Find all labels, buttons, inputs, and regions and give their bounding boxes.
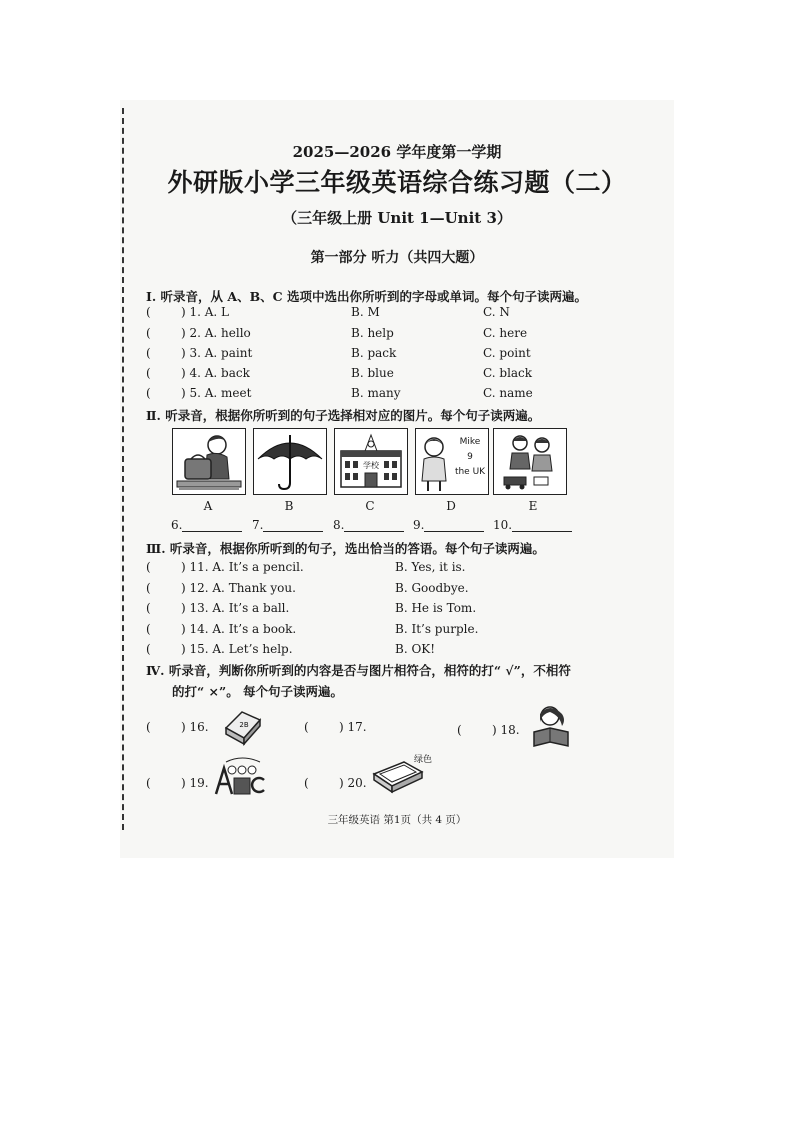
child-packing-icon — [173, 429, 245, 494]
eraser-icon — [220, 706, 264, 746]
section4-instruction-line2: 的打“ ×”。 每个句子读两遍。 — [172, 684, 344, 699]
item-19-label: ) 19. — [181, 776, 209, 790]
question-option-a: ) 14. A. It’s a book. — [181, 622, 297, 636]
answer-paren[interactable]: ( — [146, 366, 151, 380]
question-option-a: ) 3. A. paint — [181, 346, 253, 360]
answer-paren[interactable]: ( — [146, 560, 151, 574]
answer-paren[interactable]: ( — [146, 346, 151, 360]
page-subtitle: （三年级上册 Unit 1—Unit 3） — [282, 209, 512, 227]
question-option-c: C. name — [483, 386, 533, 400]
item-20-label: ) 20. — [339, 776, 367, 790]
question-option-a: ) 4. A. back — [181, 366, 250, 380]
picture-label-d: D — [446, 499, 456, 513]
girl-reading-icon — [528, 702, 574, 750]
picture-label-c: C — [365, 499, 375, 513]
eraser-text: 2B — [239, 721, 249, 729]
answer-blank-7[interactable] — [252, 518, 323, 532]
item-16-label: ) 16. — [181, 720, 209, 734]
question-option-a: ) 2. A. hello — [181, 326, 251, 340]
answer-paren[interactable]: ( — [146, 642, 151, 656]
question-option-a: ) 5. A. meet — [181, 386, 252, 400]
blank-line[interactable] — [512, 519, 572, 532]
question-option-a: ) 13. A. It’s a ball. — [181, 601, 290, 615]
answer-paren[interactable]: ( — [146, 326, 151, 340]
mike-info-card — [454, 435, 486, 480]
question-option-b: B. M — [351, 305, 380, 319]
answer-paren[interactable]: ( — [457, 723, 462, 737]
blank-number: 6. — [171, 518, 183, 532]
mike-country: the UK — [454, 467, 486, 477]
picture-school — [334, 428, 408, 495]
item-18-label: ) 18. — [492, 723, 520, 737]
school-building-icon — [335, 429, 407, 494]
question-option-b: B. He is Tom. — [395, 601, 477, 615]
question-option-b: B. OK! — [395, 642, 436, 656]
picture-kids-playing — [493, 428, 567, 495]
question-option-b: B. Goodbye. — [395, 581, 469, 595]
answer-paren[interactable]: ( — [146, 720, 151, 734]
mike-name: Mike — [459, 437, 481, 447]
pencil-box-icon — [370, 752, 433, 796]
question-option-b: B. help — [351, 326, 394, 340]
pencil-box-color-text: 绿色 — [414, 755, 433, 765]
question-option-c: C. here — [483, 326, 528, 340]
answer-blank-6[interactable] — [171, 518, 242, 532]
page-footer: 三年级英语 第1页（共 4 页） — [327, 814, 467, 826]
school-sign-text: 学校 — [363, 461, 379, 470]
picture-label-e: E — [528, 499, 538, 513]
question-option-b: B. blue — [351, 366, 394, 380]
umbrella-icon — [254, 429, 326, 494]
answer-paren[interactable]: ( — [304, 720, 309, 734]
answer-paren[interactable]: ( — [146, 386, 151, 400]
blank-number: 10. — [493, 518, 513, 532]
mike-age: 9 — [467, 452, 473, 462]
blank-line[interactable] — [344, 519, 404, 532]
answer-paren[interactable]: ( — [146, 776, 151, 790]
answer-paren[interactable]: ( — [146, 622, 151, 636]
answer-paren[interactable]: ( — [146, 305, 151, 319]
question-option-b: B. many — [351, 386, 401, 400]
question-option-a: ) 11. A. It’s a pencil. — [181, 560, 304, 574]
question-option-b: B. It’s purple. — [395, 622, 479, 636]
part-heading: 第一部分 听力（共四大题） — [310, 250, 484, 266]
question-option-c: C. point — [483, 346, 531, 360]
blank-number: 7. — [252, 518, 264, 532]
picture-child-packing-bag — [172, 428, 246, 495]
alphabet-letters-icon — [212, 756, 270, 798]
blank-number: 8. — [333, 518, 345, 532]
question-option-c: C. N — [483, 305, 510, 319]
answer-paren[interactable]: ( — [146, 581, 151, 595]
item-17-label: ) 17. — [339, 720, 367, 734]
answer-paren[interactable]: ( — [146, 601, 151, 615]
kids-playing-icon — [494, 429, 566, 494]
blank-line[interactable] — [263, 519, 323, 532]
answer-paren[interactable]: ( — [304, 776, 309, 790]
question-option-a: ) 15. A. Let’s help. — [181, 642, 293, 656]
section1-instruction: Ⅰ. 听录音，从 A、B、C 选项中选出你所听到的字母或单词。每个句子读两遍。 — [146, 289, 587, 304]
section2-instruction: Ⅱ. 听录音，根据你所听到的句子选择相对应的图片。每个句子读两遍。 — [146, 408, 541, 423]
question-option-c: C. black — [483, 366, 533, 380]
question-option-a: ) 1. A. L — [181, 305, 230, 319]
section4-instruction-line1: Ⅳ. 听录音，判断你所听到的内容是否与图片相符合，相符的打“ √”，不相符 — [146, 663, 571, 678]
answer-blank-9[interactable] — [413, 518, 484, 532]
picture-label-a: A — [203, 499, 213, 513]
question-option-b: B. pack — [351, 346, 397, 360]
picture-mike-profile — [415, 428, 489, 495]
picture-label-b: B — [284, 499, 294, 513]
picture-umbrella — [253, 428, 327, 495]
question-option-b: B. Yes, it is. — [395, 560, 466, 574]
school-year: 2025—2026 学年度第一学期 — [292, 143, 502, 161]
answer-blank-10[interactable] — [493, 518, 572, 532]
page-title: 外研版小学三年级英语综合练习题（二） — [167, 168, 627, 197]
blank-line[interactable] — [182, 519, 242, 532]
question-option-a: ) 12. A. Thank you. — [181, 581, 296, 595]
section3-instruction: Ⅲ. 听录音，根据你所听到的句子，选出恰当的答语。每个句子读两遍。 — [146, 541, 545, 556]
answer-blank-8[interactable] — [333, 518, 404, 532]
blank-number: 9. — [413, 518, 425, 532]
blank-line[interactable] — [424, 519, 484, 532]
